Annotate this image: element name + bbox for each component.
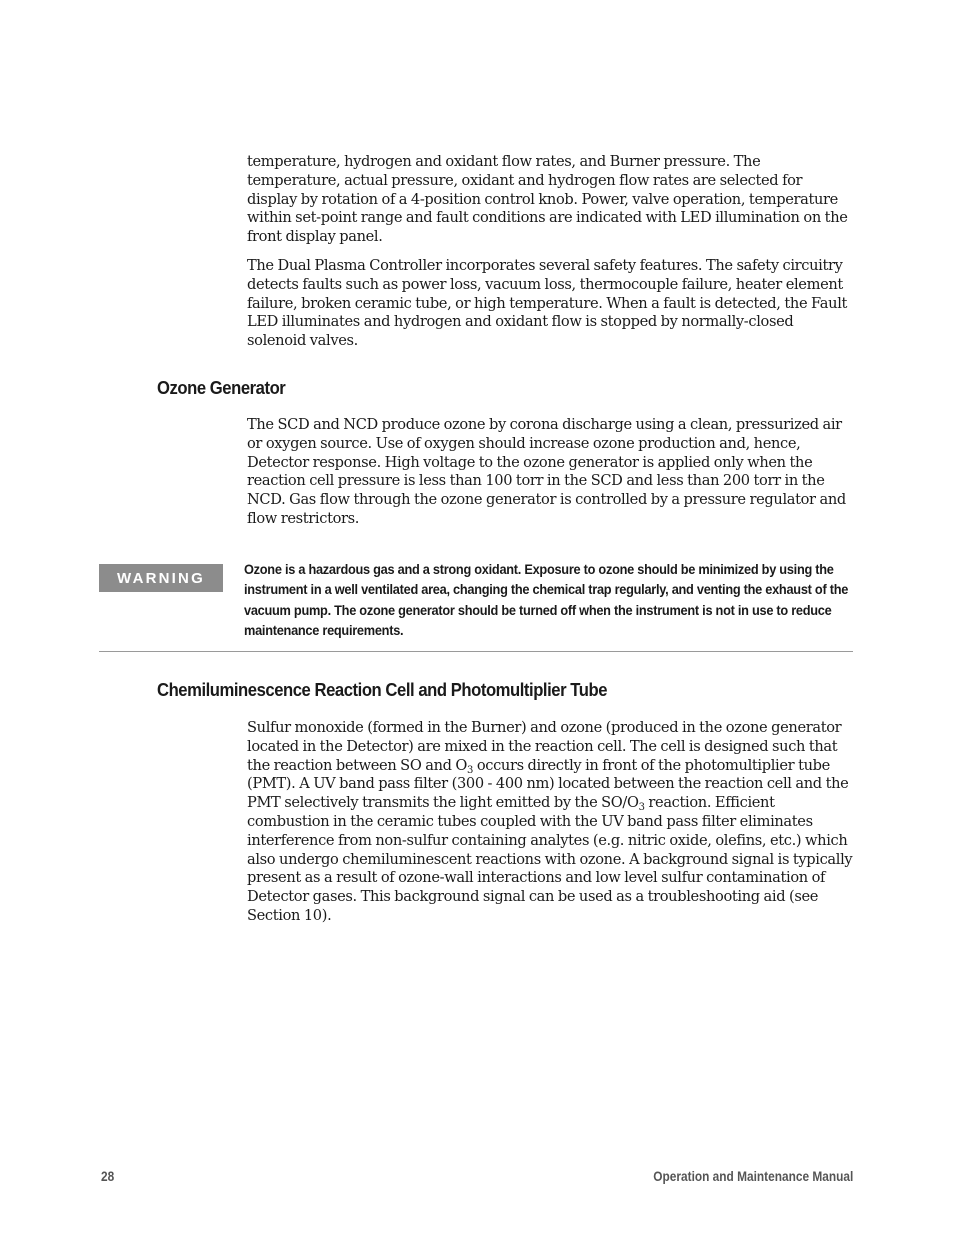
intro-paragraph-1: temperature, hydrogen and oxidant flow rates, and Burner pressure. The temperature, actual pressure, oxidant and hydrogen flow rates are selected for display by rotation of a 4-position control knob. Power, valve operation, temperature within set-point range and fault conditions are indicated with LED illumination on the front display panel. <box>247 153 848 246</box>
chemi-text-part-1: Sulfur monoxide (formed in the Burner) and ozone (produced in the ozone generator located in the Detector) are mixed in the reaction cell. The cell is designed such that the reaction between SO and O <box>247 719 842 774</box>
ozone-generator-paragraph: The SCD and NCD produce ozone by corona discharge using a clean, pressurized air or oxygen source. Use of oxygen should increase ozone production and, hence, Detector response. High voltage to the ozone generator is applied only when the reaction cell pressure is less than 100 torr in the SCD and less than 200 torr in the NCD. Gas flow through the ozone generator is controlled by a pressure regulator and flow restrictors. <box>247 416 846 527</box>
warning-text: Ozone is a hazardous gas and a strong oxidant. Exposure to ozone should be minimized by using the instrument in a well ventilated area, changing the chemical trap regularly, and venting the exhaust of the vacuum pump. The ozone generator should be turned off when the instrument is not in use to reduce maintenance requirements. <box>244 562 849 640</box>
chemi-text-part-2: occurs directly in front of the photomultiplier tube (PMT). A UV band pass filter (300 - 400 nm) located between the reaction cell and the PMT selectively transmits the light emitted by the SO/O <box>247 756 849 812</box>
chemi-text-part-3: reaction. Efficient combustion in the ceramic tubes coupled with the UV band pass filter eliminates interference from non-sulfur containing analytes (e.g. nitric oxide, olefins, etc.) which also undergo chemiluminescent reactions with ozone. A background signal is typically present as a result of ozone-wall interactions and low level sulfur contamination of Detector gases. This background signal can be used as a troubleshooting aid (see Section 10). <box>247 794 853 924</box>
chemiluminescence-paragraph <box>247 719 853 926</box>
ozone-generator-heading: Ozone Generator <box>157 377 286 398</box>
subscript-3: 3 <box>638 802 645 814</box>
chemiluminescence-heading: Chemiluminescence Reaction Cell and Photomultiplier Tube <box>157 679 608 700</box>
warning-divider <box>99 651 853 652</box>
page-number: 28 <box>101 1169 115 1184</box>
footer-doc-title: Operation and Maintenance Manual <box>652 1169 853 1184</box>
subscript-3: 3 <box>467 764 474 776</box>
intro-paragraph-2: The Dual Plasma Controller incorporates several safety features. The safety circuitry detects faults such as power loss, vacuum loss, thermocouple failure, heater element failure, broken ceramic tube, or high temperature. When a fault is detected, the Fault LED illuminates and hydrogen and oxidant flow is stopped by normally-closed solenoid valves. <box>247 257 848 350</box>
warning-badge: WARNING <box>99 564 223 592</box>
